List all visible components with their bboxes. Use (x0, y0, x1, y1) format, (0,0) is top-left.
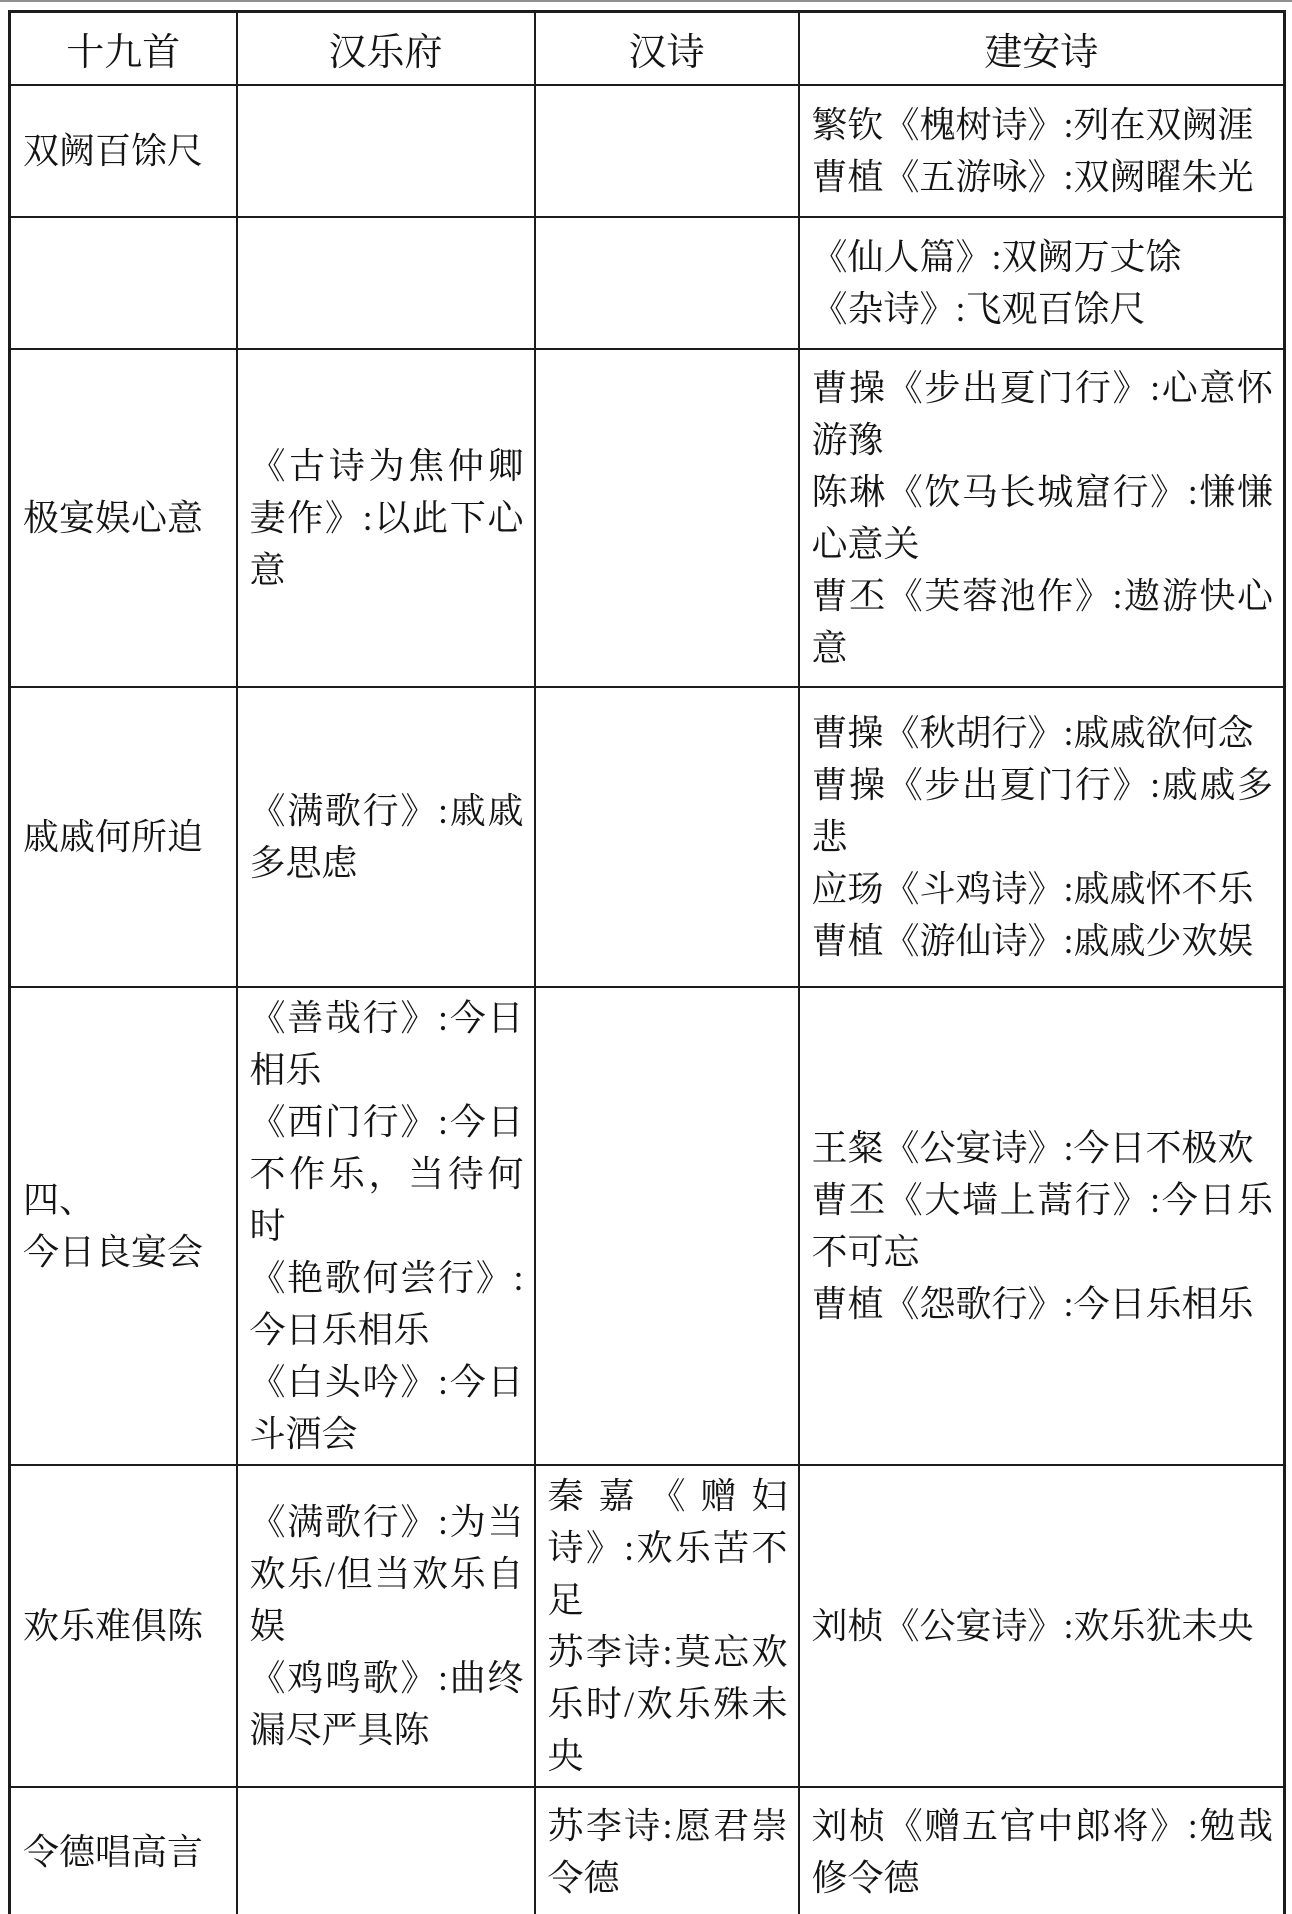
citation-text: 《仙人篇》:双阙万丈馀 (811, 236, 1182, 277)
motif-label: 今日良宴会 (23, 1231, 204, 1272)
table-row (10, 1787, 1285, 1914)
motif-label: 戚戚何所迫 (23, 816, 204, 857)
table-row (10, 217, 1285, 349)
cell-yuefu (237, 85, 535, 217)
citation-text: 苏李诗:莫忘欢乐时/欢乐殊未央 (547, 1631, 788, 1776)
citation-text: 繁钦《槐树诗》:列在双阙涯 (811, 104, 1254, 145)
cell-hanshi (535, 987, 799, 1465)
cell-hanshi (535, 85, 799, 217)
citation-text: 《西门行》:今日不作乐，当待何时 (249, 1101, 524, 1246)
cell-jianan (799, 987, 1285, 1465)
citation-text: 苏李诗:愿君崇令德 (547, 1806, 788, 1899)
citation-text: 曹植《游仙诗》:戚戚少欢娱 (811, 920, 1254, 961)
cell-jianan (799, 1465, 1285, 1787)
citation-text: 刘桢《公宴诗》:欢乐犹未央 (811, 1605, 1254, 1646)
cell-motif (10, 217, 237, 349)
cell-yuefu (237, 217, 535, 349)
citation-text: 《鸡鸣歌》:曲终漏尽严具陈 (249, 1657, 524, 1750)
citation-text: 《杂诗》:飞观百馀尺 (811, 288, 1146, 329)
citation-text: 曹操《秋胡行》:戚戚欲何念 (811, 712, 1254, 753)
table-row (10, 987, 1285, 1465)
table-row (10, 85, 1285, 217)
cell-yuefu (237, 349, 535, 687)
citation-text: 《善哉行》:今日相乐 (249, 997, 524, 1090)
motif-label: 令德唱高言 (23, 1832, 204, 1873)
citation-text: 曹操《步出夏门行》:戚戚多悲 (811, 764, 1273, 857)
citation-text: 应玚《斗鸡诗》:戚戚怀不乐 (811, 868, 1254, 909)
cell-motif (10, 85, 237, 217)
table-row (10, 1465, 1285, 1787)
citation-text: 《满歌行》:为当欢乐/但当欢乐自娱 (249, 1501, 524, 1646)
cell-motif (10, 1465, 237, 1787)
poetry-comparison-table (8, 10, 1286, 1914)
motif-label: 极宴娱心意 (23, 497, 204, 538)
cell-jianan (799, 687, 1285, 987)
table-row (10, 687, 1285, 987)
citation-text: 刘桢《赠五官中郎将》:勉哉修令德 (811, 1806, 1273, 1899)
cell-jianan (799, 1787, 1285, 1914)
cell-motif (10, 987, 237, 1465)
citation-text: 曹植《五游咏》:双阙曜朱光 (811, 156, 1254, 197)
citation-text: 曹丕《大墙上蒿行》:今日乐不可忘 (811, 1179, 1273, 1272)
cell-yuefu (237, 1465, 535, 1787)
cell-hanshi (535, 1787, 799, 1914)
citation-text: 秦嘉《赠妇诗》:欢乐苦不足 (547, 1475, 788, 1620)
cell-jianan (799, 85, 1285, 217)
column-header-nineteen-poems: 十九首 (10, 12, 237, 85)
cell-motif (10, 687, 237, 987)
scan-edge-artifact (0, 0, 1292, 2)
citation-text: 曹操《步出夏门行》:心意怀游豫 (811, 367, 1273, 460)
cell-hanshi (535, 217, 799, 349)
citation-text: 《古诗为焦仲卿妻作》:以此下心意 (249, 445, 524, 590)
column-header-han-shi: 汉诗 (535, 12, 799, 85)
column-header-jianan-shi: 建安诗 (799, 12, 1285, 85)
cell-motif (10, 1787, 237, 1914)
motif-label: 欢乐难俱陈 (23, 1605, 204, 1646)
motif-label: 双阙百馀尺 (23, 130, 204, 171)
column-header-han-yuefu: 汉乐府 (237, 12, 535, 85)
cell-yuefu (237, 1787, 535, 1914)
cell-hanshi (535, 687, 799, 987)
cell-jianan (799, 217, 1285, 349)
cell-hanshi (535, 349, 799, 687)
cell-jianan (799, 349, 1285, 687)
citation-text: 陈琳《饮马长城窟行》:慊慊心意关 (811, 471, 1273, 564)
cell-hanshi (535, 1465, 799, 1787)
table-row (10, 349, 1285, 687)
citation-text: 《白头吟》:今日斗酒会 (249, 1361, 524, 1454)
citation-text: 曹丕《芙蓉池作》:遨游快心意 (811, 575, 1273, 668)
cell-yuefu (237, 687, 535, 987)
header-row (10, 12, 1285, 85)
citation-text: 王粲《公宴诗》:今日不极欢 (811, 1127, 1254, 1168)
citation-text: 《满歌行》:戚戚多思虑 (249, 790, 524, 883)
cell-motif (10, 349, 237, 687)
motif-number: 四、 (23, 1179, 96, 1220)
citation-text: 曹植《怨歌行》:今日乐相乐 (811, 1283, 1254, 1324)
cell-yuefu (237, 987, 535, 1465)
citation-text: 《艳歌何尝行》:今日乐相乐 (249, 1257, 524, 1350)
